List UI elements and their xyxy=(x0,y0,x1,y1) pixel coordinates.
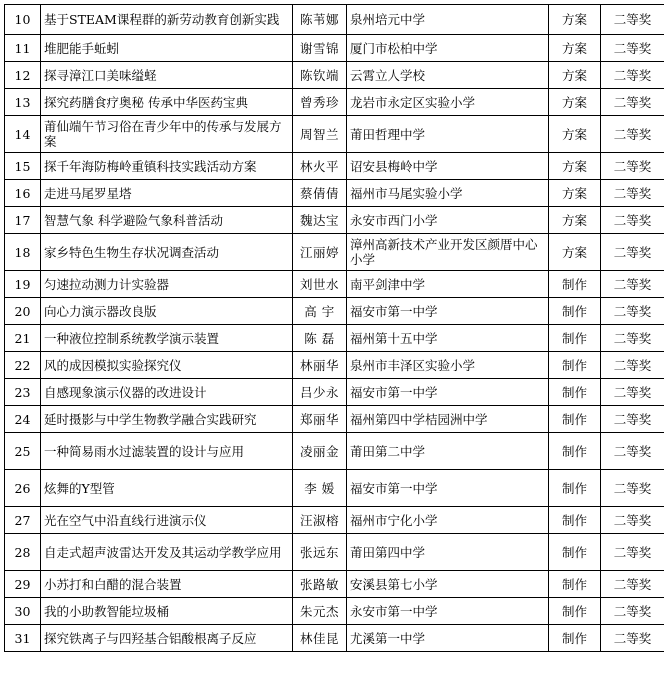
project-title: 小苏打和白醋的混合装置 xyxy=(41,571,293,598)
author-name: 林佳昆 xyxy=(293,625,347,652)
row-number: 28 xyxy=(5,534,41,571)
project-type: 制作 xyxy=(549,507,601,534)
table-row xyxy=(5,534,664,571)
project-type: 方案 xyxy=(549,180,601,207)
award-level: 二等奖 xyxy=(601,89,664,116)
project-title: 家乡特色生物生存状况调查活动 xyxy=(41,234,293,271)
author-name: 陈苇娜 xyxy=(293,5,347,35)
table-row xyxy=(5,62,664,89)
author-name: 周智兰 xyxy=(293,116,347,153)
award-level: 二等奖 xyxy=(601,571,664,598)
school-name: 龙岩市永定区实验小学 xyxy=(347,89,549,116)
school-name: 泉州培元中学 xyxy=(347,5,549,35)
author-name: 张远东 xyxy=(293,534,347,571)
award-level: 二等奖 xyxy=(601,298,664,325)
project-type: 方案 xyxy=(549,35,601,62)
project-type: 方案 xyxy=(549,5,601,35)
table-row xyxy=(5,116,664,153)
row-number: 12 xyxy=(5,62,41,89)
table-row xyxy=(5,625,664,652)
school-name: 厦门市松柏中学 xyxy=(347,35,549,62)
school-name: 诏安县梅岭中学 xyxy=(347,153,549,180)
row-number: 29 xyxy=(5,571,41,598)
table-row xyxy=(5,325,664,352)
award-level: 二等奖 xyxy=(601,153,664,180)
awards-table-body xyxy=(5,5,664,652)
author-name: 魏达宝 xyxy=(293,207,347,234)
table-row xyxy=(5,571,664,598)
award-level: 二等奖 xyxy=(601,352,664,379)
row-number: 10 xyxy=(5,5,41,35)
table-row xyxy=(5,271,664,298)
school-name: 福安市第一中学 xyxy=(347,298,549,325)
project-type: 制作 xyxy=(549,598,601,625)
project-title: 基于STEAM课程群的新劳动教育创新实践 xyxy=(41,5,293,35)
award-level: 二等奖 xyxy=(601,116,664,153)
row-number: 15 xyxy=(5,153,41,180)
project-type: 制作 xyxy=(549,325,601,352)
school-name: 莆田第四中学 xyxy=(347,534,549,571)
row-number: 18 xyxy=(5,234,41,271)
row-number: 24 xyxy=(5,406,41,433)
table-row xyxy=(5,234,664,271)
row-number: 23 xyxy=(5,379,41,406)
table-row xyxy=(5,207,664,234)
author-name: 郑丽华 xyxy=(293,406,347,433)
author-name: 汪淑榕 xyxy=(293,507,347,534)
author-name: 江丽婷 xyxy=(293,234,347,271)
award-level: 二等奖 xyxy=(601,534,664,571)
award-level: 二等奖 xyxy=(601,470,664,507)
school-name: 漳州高新技术产业开发区颜厝中心小学 xyxy=(347,234,549,271)
award-level: 二等奖 xyxy=(601,207,664,234)
award-level: 二等奖 xyxy=(601,433,664,470)
author-name: 陈钦端 xyxy=(293,62,347,89)
project-title: 自感现象演示仪器的改进设计 xyxy=(41,379,293,406)
table-row xyxy=(5,470,664,507)
school-name: 尤溪第一中学 xyxy=(347,625,549,652)
school-name: 莆田哲理中学 xyxy=(347,116,549,153)
table-row xyxy=(5,507,664,534)
author-name: 刘世水 xyxy=(293,271,347,298)
school-name: 莆田第二中学 xyxy=(347,433,549,470)
row-number: 11 xyxy=(5,35,41,62)
project-title: 智慧气象 科学避险气象科普活动 xyxy=(41,207,293,234)
school-name: 安溪县第七小学 xyxy=(347,571,549,598)
row-number: 22 xyxy=(5,352,41,379)
row-number: 30 xyxy=(5,598,41,625)
school-name: 福州第十五中学 xyxy=(347,325,549,352)
row-number: 25 xyxy=(5,433,41,470)
row-number: 31 xyxy=(5,625,41,652)
project-title: 炫舞的Y型管 xyxy=(41,470,293,507)
project-title: 延时摄影与中学生物教学融合实践研究 xyxy=(41,406,293,433)
project-type: 制作 xyxy=(549,379,601,406)
project-title: 走进马尾罗星塔 xyxy=(41,180,293,207)
project-type: 制作 xyxy=(549,433,601,470)
row-number: 14 xyxy=(5,116,41,153)
author-name: 蔡倩倩 xyxy=(293,180,347,207)
author-name: 陈 磊 xyxy=(293,325,347,352)
school-name: 泉州市丰泽区实验小学 xyxy=(347,352,549,379)
row-number: 20 xyxy=(5,298,41,325)
row-number: 27 xyxy=(5,507,41,534)
table-row xyxy=(5,180,664,207)
author-name: 吕少永 xyxy=(293,379,347,406)
school-name: 永安市第一中学 xyxy=(347,598,549,625)
project-type: 方案 xyxy=(549,116,601,153)
school-name: 南平剑津中学 xyxy=(347,271,549,298)
school-name: 福州市宁化小学 xyxy=(347,507,549,534)
table-row xyxy=(5,379,664,406)
project-title: 探究药膳食疗奥秘 传承中华医药宝典 xyxy=(41,89,293,116)
project-type: 方案 xyxy=(549,234,601,271)
award-level: 二等奖 xyxy=(601,62,664,89)
project-title: 探千年海防梅岭重镇科技实践活动方案 xyxy=(41,153,293,180)
row-number: 26 xyxy=(5,470,41,507)
row-number: 19 xyxy=(5,271,41,298)
author-name: 李 媛 xyxy=(293,470,347,507)
project-type: 制作 xyxy=(549,298,601,325)
author-name: 林火平 xyxy=(293,153,347,180)
project-title: 探寻漳江口美味缢蛏 xyxy=(41,62,293,89)
project-type: 制作 xyxy=(549,352,601,379)
project-type: 制作 xyxy=(549,571,601,598)
project-type: 制作 xyxy=(549,534,601,571)
school-name: 福州第四中学桔园洲中学 xyxy=(347,406,549,433)
project-title: 自走式超声波雷达开发及其运动学教学应用 xyxy=(41,534,293,571)
project-type: 方案 xyxy=(549,153,601,180)
project-type: 方案 xyxy=(549,62,601,89)
author-name: 高 宇 xyxy=(293,298,347,325)
author-name: 林丽华 xyxy=(293,352,347,379)
award-level: 二等奖 xyxy=(601,234,664,271)
row-number: 21 xyxy=(5,325,41,352)
author-name: 凌丽金 xyxy=(293,433,347,470)
project-title: 一种简易雨水过滤装置的设计与应用 xyxy=(41,433,293,470)
project-title: 匀速拉动测力计实验器 xyxy=(41,271,293,298)
award-level: 二等奖 xyxy=(601,625,664,652)
row-number: 16 xyxy=(5,180,41,207)
table-row xyxy=(5,35,664,62)
row-number: 17 xyxy=(5,207,41,234)
award-level: 二等奖 xyxy=(601,5,664,35)
school-name: 福安市第一中学 xyxy=(347,379,549,406)
school-name: 福州市马尾实验小学 xyxy=(347,180,549,207)
table-row xyxy=(5,433,664,470)
project-title: 光在空气中沿直线行进演示仪 xyxy=(41,507,293,534)
author-name: 曾秀珍 xyxy=(293,89,347,116)
project-type: 制作 xyxy=(549,625,601,652)
row-number: 13 xyxy=(5,89,41,116)
project-type: 方案 xyxy=(549,89,601,116)
awards-table xyxy=(4,4,664,652)
table-row xyxy=(5,406,664,433)
award-level: 二等奖 xyxy=(601,180,664,207)
table-row xyxy=(5,298,664,325)
project-title: 莆仙端午节习俗在青少年中的传承与发展方案 xyxy=(41,116,293,153)
award-level: 二等奖 xyxy=(601,379,664,406)
award-level: 二等奖 xyxy=(601,325,664,352)
project-type: 制作 xyxy=(549,470,601,507)
award-level: 二等奖 xyxy=(601,598,664,625)
school-name: 永安市西门小学 xyxy=(347,207,549,234)
project-type: 制作 xyxy=(549,271,601,298)
project-title: 向心力演示器改良版 xyxy=(41,298,293,325)
table-row xyxy=(5,598,664,625)
school-name: 云霄立人学校 xyxy=(347,62,549,89)
author-name: 朱元杰 xyxy=(293,598,347,625)
award-level: 二等奖 xyxy=(601,507,664,534)
table-row xyxy=(5,153,664,180)
award-level: 二等奖 xyxy=(601,35,664,62)
award-level: 二等奖 xyxy=(601,271,664,298)
project-title: 风的成因模拟实验探究仪 xyxy=(41,352,293,379)
author-name: 谢雪锦 xyxy=(293,35,347,62)
project-title: 探究铁离子与四羟基合铝酸根离子反应 xyxy=(41,625,293,652)
project-title: 我的小助教智能垃圾桶 xyxy=(41,598,293,625)
project-title: 堆肥能手蚯蚓 xyxy=(41,35,293,62)
table-row xyxy=(5,5,664,35)
school-name: 福安市第一中学 xyxy=(347,470,549,507)
award-level: 二等奖 xyxy=(601,406,664,433)
table-row xyxy=(5,89,664,116)
project-type: 制作 xyxy=(549,406,601,433)
author-name: 张路敏 xyxy=(293,571,347,598)
project-type: 方案 xyxy=(549,207,601,234)
table-row xyxy=(5,352,664,379)
project-title: 一种液位控制系统教学演示装置 xyxy=(41,325,293,352)
